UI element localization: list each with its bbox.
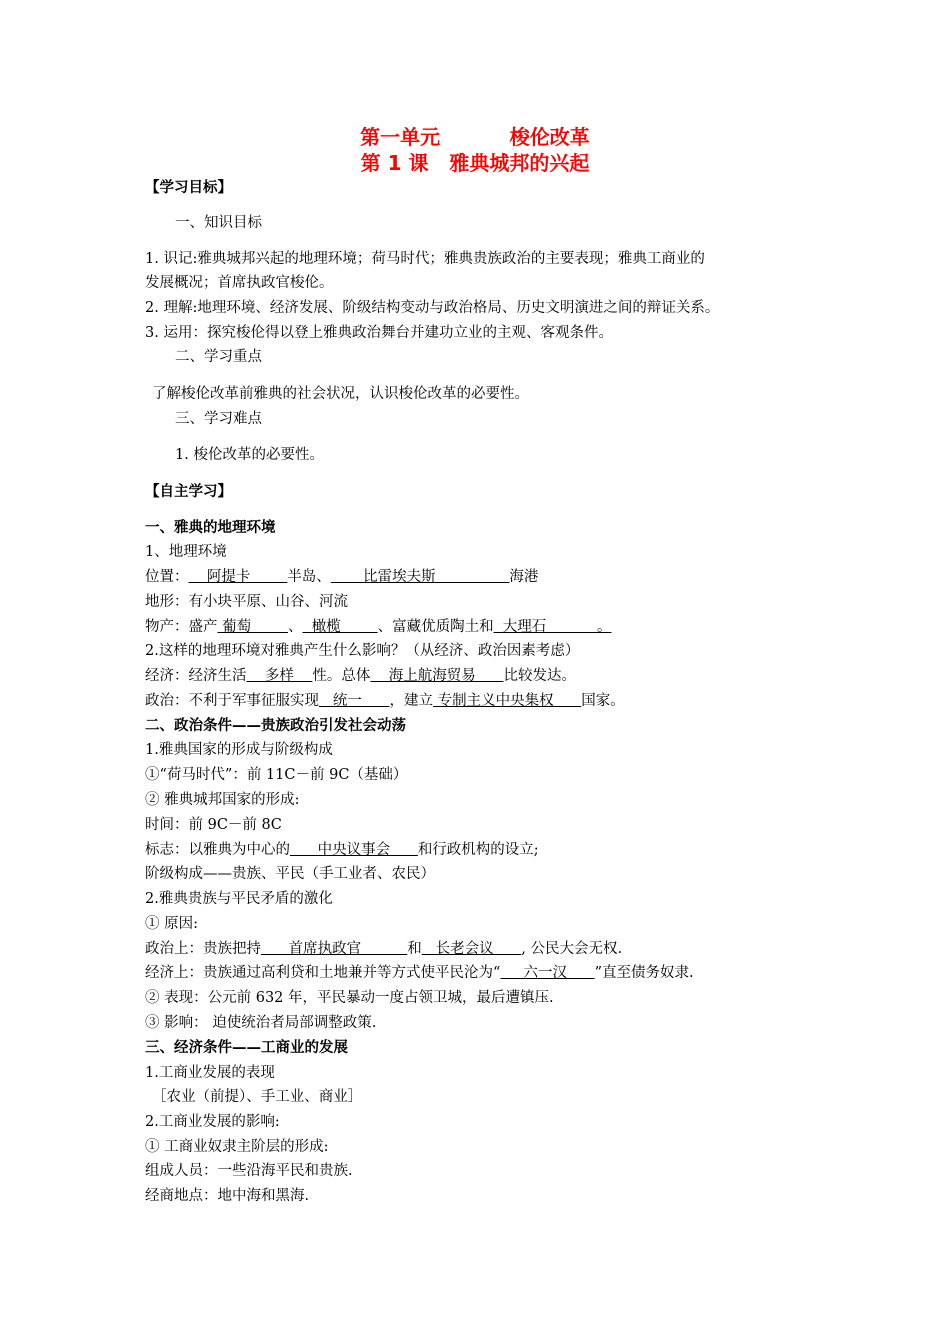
section-2-sub-1: 1.雅典国家的形成与阶级构成 — [145, 742, 333, 758]
economy-blank-diverse: 多样 — [246, 668, 313, 684]
products-line — [145, 617, 612, 637]
marker-line — [145, 840, 539, 860]
lesson-title: 第 1 课 雅典城邦的兴起 — [360, 151, 590, 175]
unit-title: 第一单元 梭伦改革 — [360, 125, 590, 149]
economy-mid: 性。总体 — [312, 668, 371, 684]
cause-heading: ① 原因: — [145, 916, 198, 932]
politics-mid: ，建立 — [389, 693, 433, 709]
impact-line: ③ 影响： 迫使统治者局部调整政策. — [145, 1015, 377, 1031]
location-blank-port: 比雷埃夫斯 — [330, 569, 510, 585]
section-1-question-2: 2.这样的地理环境对雅典产生什么影响？（从经济、政治因素考虑） — [145, 643, 580, 659]
cause-politics-suffix: , 公民大会无权. — [521, 941, 623, 957]
products-sep: 、 — [287, 619, 303, 635]
location-prefix: 位置： — [145, 569, 189, 585]
goal-item-2: 2. 理解:地理环境、经济发展、阶级结构变动与政治格局、历史文明演进之间的辩证关系。 — [145, 300, 720, 316]
location-blank-peninsula: 阿提卡 — [188, 569, 288, 585]
marker-blank-council: 中央议事会 — [290, 842, 418, 858]
city-state-formation-line: ② 雅典城邦国家的形成: — [145, 792, 300, 808]
location-mid: 半岛、 — [287, 569, 331, 585]
focus-heading: 二、学习重点 — [175, 349, 262, 365]
cause-politics-blank-elders: 长老会议 — [421, 941, 522, 957]
politics-blank-unity: 统一 — [319, 693, 390, 709]
section-3-sub-2: 2.工商业发展的影响: — [145, 1114, 280, 1130]
economy-line — [145, 666, 576, 686]
section-3-sub-1: 1.工商业发展的表现 — [145, 1065, 275, 1081]
politics-prefix: 政治：不利于军事征服实现 — [145, 693, 319, 709]
goal-item-1-line-1: 1. 识记:雅典城邦兴起的地理环境；荷马时代；雅典贵族政治的主要表现；雅典工商业的 — [145, 251, 705, 267]
cause-economy-blank-hektemoroi: 六一汉 — [500, 965, 595, 981]
cause-politics-mid: 和 — [407, 941, 422, 957]
cause-economy-prefix: 经济上：贵族通过高利贷和土地兼并等方式使平民沦为“ — [145, 965, 501, 981]
section-2-heading: 二、政治条件——贵族政治引发社会动荡 — [145, 718, 406, 734]
section-1-sub-1: 1、地理环境 — [145, 544, 227, 560]
class-composition-line: 阶级构成——贵族、平民（手工业者、农民） — [145, 866, 435, 882]
economy-suffix: 比较发达。 — [503, 668, 576, 684]
forms-line: ［农业（前提）、手工业、商业］ — [152, 1089, 363, 1105]
location-line — [145, 567, 538, 587]
marker-prefix: 标志：以雅典为中心的 — [145, 842, 290, 858]
economy-blank-trade: 海上航海贸易 — [370, 668, 504, 684]
cause-economy-line — [145, 963, 694, 983]
time-line: 时间：前 9C－前 8C — [145, 817, 282, 833]
difficulty-text: 1. 梭伦改革的必要性。 — [175, 447, 324, 463]
self-study-heading: 【自主学习】 — [145, 484, 232, 500]
goal-item-3: 3. 运用：探究梭伦得以登上雅典政治舞台并建功立业的主观、客观条件。 — [145, 325, 613, 341]
products-blank-grapes: 葡萄 — [217, 619, 288, 635]
trade-places-line: 经商地点：地中海和黑海. — [145, 1188, 310, 1204]
difficulty-heading: 三、学习难点 — [175, 411, 262, 427]
section-2-sub-2: 2.雅典贵族与平民矛盾的激化 — [145, 891, 333, 907]
goal-item-1-line-2: 发展概况；首席执政官梭伦。 — [145, 275, 334, 291]
homer-era-line: ①“荷马时代”：前 11C－前 9C（基础） — [145, 767, 408, 783]
location-suffix: 海港 — [509, 569, 539, 585]
economy-prefix: 经济：经济生活 — [145, 668, 247, 684]
focus-text: 了解梭伦改革前雅典的社会状况，认识梭伦改革的必要性。 — [152, 386, 529, 402]
section-1-heading: 一、雅典的地理环境 — [145, 520, 276, 536]
expression-line: ② 表现：公元前 632 年，平民暴动一度占领卫城，最后遭镇压. — [145, 990, 554, 1006]
products-blank-olives: 橄榄 — [302, 619, 378, 635]
cause-politics-blank-archon: 首席执政官 — [261, 941, 408, 957]
products-prefix: 物产：盛产 — [145, 619, 218, 635]
politics-suffix: 国家。 — [581, 693, 625, 709]
members-line: 组成人员：一些沿海平民和贵族. — [145, 1163, 353, 1179]
cause-politics-prefix: 政治上：贵族把持 — [145, 941, 261, 957]
marker-suffix: 和行政机构的设立; — [417, 842, 539, 858]
products-mid: 、富藏优质陶土和 — [377, 619, 494, 635]
cause-economy-suffix: ”直至债务奴隶. — [594, 965, 694, 981]
knowledge-goals-heading: 一、知识目标 — [175, 215, 262, 231]
class-formation-line: ① 工商业奴隶主阶层的形成: — [145, 1139, 329, 1155]
section-3-heading: 三、经济条件——工商业的发展 — [145, 1040, 348, 1056]
cause-politics-line — [145, 939, 622, 959]
politics-blank-centralization: 专制主义中央集权 — [432, 693, 582, 709]
terrain-line: 地形：有小块平原、山谷、河流 — [145, 594, 348, 610]
politics-line — [145, 691, 625, 711]
goals-heading: 【学习目标】 — [145, 180, 232, 196]
products-blank-marble: 大理石 。 — [493, 619, 612, 635]
